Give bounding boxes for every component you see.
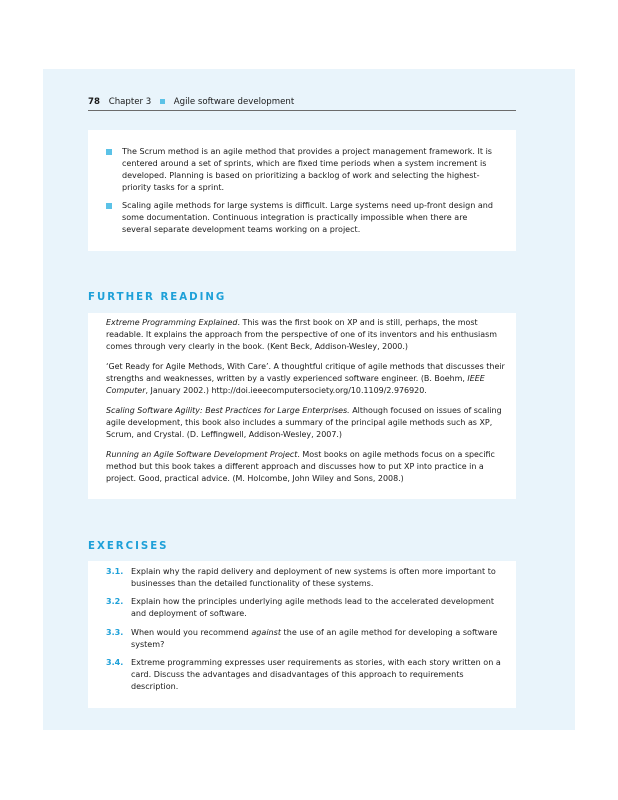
exercise-item	[106, 596, 506, 620]
reading-entry: ‘Get Ready for Agile Methods, With Care’. A thoughtful critique of agile methods that discusses their strengths and weaknesses, written by a vastly experienced software engineer. (B. Boehm, IEEE Computer, January 2002.) http://doi.ieeecomputersociety.org/10.1109/2.976920.	[106, 362, 505, 395]
summary-bullet-text: Scaling agile methods for large systems is difficult. Large systems need up-front design and some documentation. Continuous integration is practically impossible when there are several separate development teams working on a project.	[122, 201, 494, 234]
exercise-number: 3.2.	[106, 597, 124, 606]
exercise-item	[106, 627, 506, 651]
chapter-title: Agile software development	[173, 97, 295, 107]
reading-entry: Extreme Programming Explained. This was the first book on XP and is still, perhaps, the most readable. It explains the approach from the perspective of one of its inventors and his enthusiasm comes through very clearly in the book. (Kent Beck, Addison-Wesley, 2000.)	[106, 318, 497, 351]
page-number: 78	[88, 97, 100, 107]
header-square-icon	[160, 99, 165, 104]
summary-box	[88, 130, 516, 251]
further-reading-box	[88, 313, 516, 499]
exercise-item	[106, 657, 506, 693]
exercise-text: When would you recommend against the use of an agile method for developing a software system?	[131, 628, 498, 649]
exercise-text: Explain how the principles underlying agile methods lead to the accelerated development and deployment of software.	[131, 597, 495, 618]
running-header	[88, 96, 516, 111]
reading-title: Scaling Software Agility: Best Practices for Large Enterprises.	[106, 406, 350, 415]
reading-title: Running an Agile Software Development Project	[106, 450, 298, 459]
reading-entry: Running an Agile Software Development Project. Most books on agile methods focus on a specific method but this book takes a different approach and discusses how to put XP into practice in a project. Good, practical advice. (M. Holcombe, John Wiley and Sons, 2008.)	[106, 450, 495, 483]
exercise-number: 3.1.	[106, 567, 124, 576]
exercise-number: 3.3.	[106, 628, 124, 637]
bullet-square-icon	[106, 149, 112, 155]
reading-title: IEEE Computer	[106, 374, 485, 395]
reading-title: Extreme Programming Explained	[106, 318, 238, 327]
exercise-text: Explain why the rapid delivery and deployment of new systems is often more important to businesses than the detailed functionality of these systems.	[131, 567, 496, 588]
exercise-text: Extreme programming expresses user requirements as stories, with each story written on a card. Discuss the advantages and disadvantages of this approach to requirements description.	[131, 658, 501, 691]
exercises-heading: EXERCISES	[88, 541, 169, 552]
exercise-emphasis: against	[251, 628, 281, 637]
chapter-label: Chapter 3	[108, 97, 152, 107]
bullet-square-icon	[106, 203, 112, 209]
exercise-number: 3.4.	[106, 658, 124, 667]
summary-bullet	[106, 146, 496, 194]
reading-entry: Scaling Software Agility: Best Practices for Large Enterprises. Although focused on issues of scaling agile development, this book also includes a summary of the principal agile methods such as XP, Scrum, and Crystal. (D. Leffingwell, Addison-Wesley, 2007.)	[106, 406, 502, 439]
summary-bullet	[106, 200, 496, 236]
exercise-item	[106, 566, 506, 590]
summary-bullet-text: The Scrum method is an agile method that provides a project management framework. It is centered around a set of sprints, which are fixed time periods when a system increment is developed. Planning is based on prioritizing a backlog of work and selecting the highest-priority tasks for a sprint.	[122, 147, 492, 192]
further-reading-heading: FURTHER READING	[88, 292, 227, 303]
exercises-box	[88, 561, 516, 708]
